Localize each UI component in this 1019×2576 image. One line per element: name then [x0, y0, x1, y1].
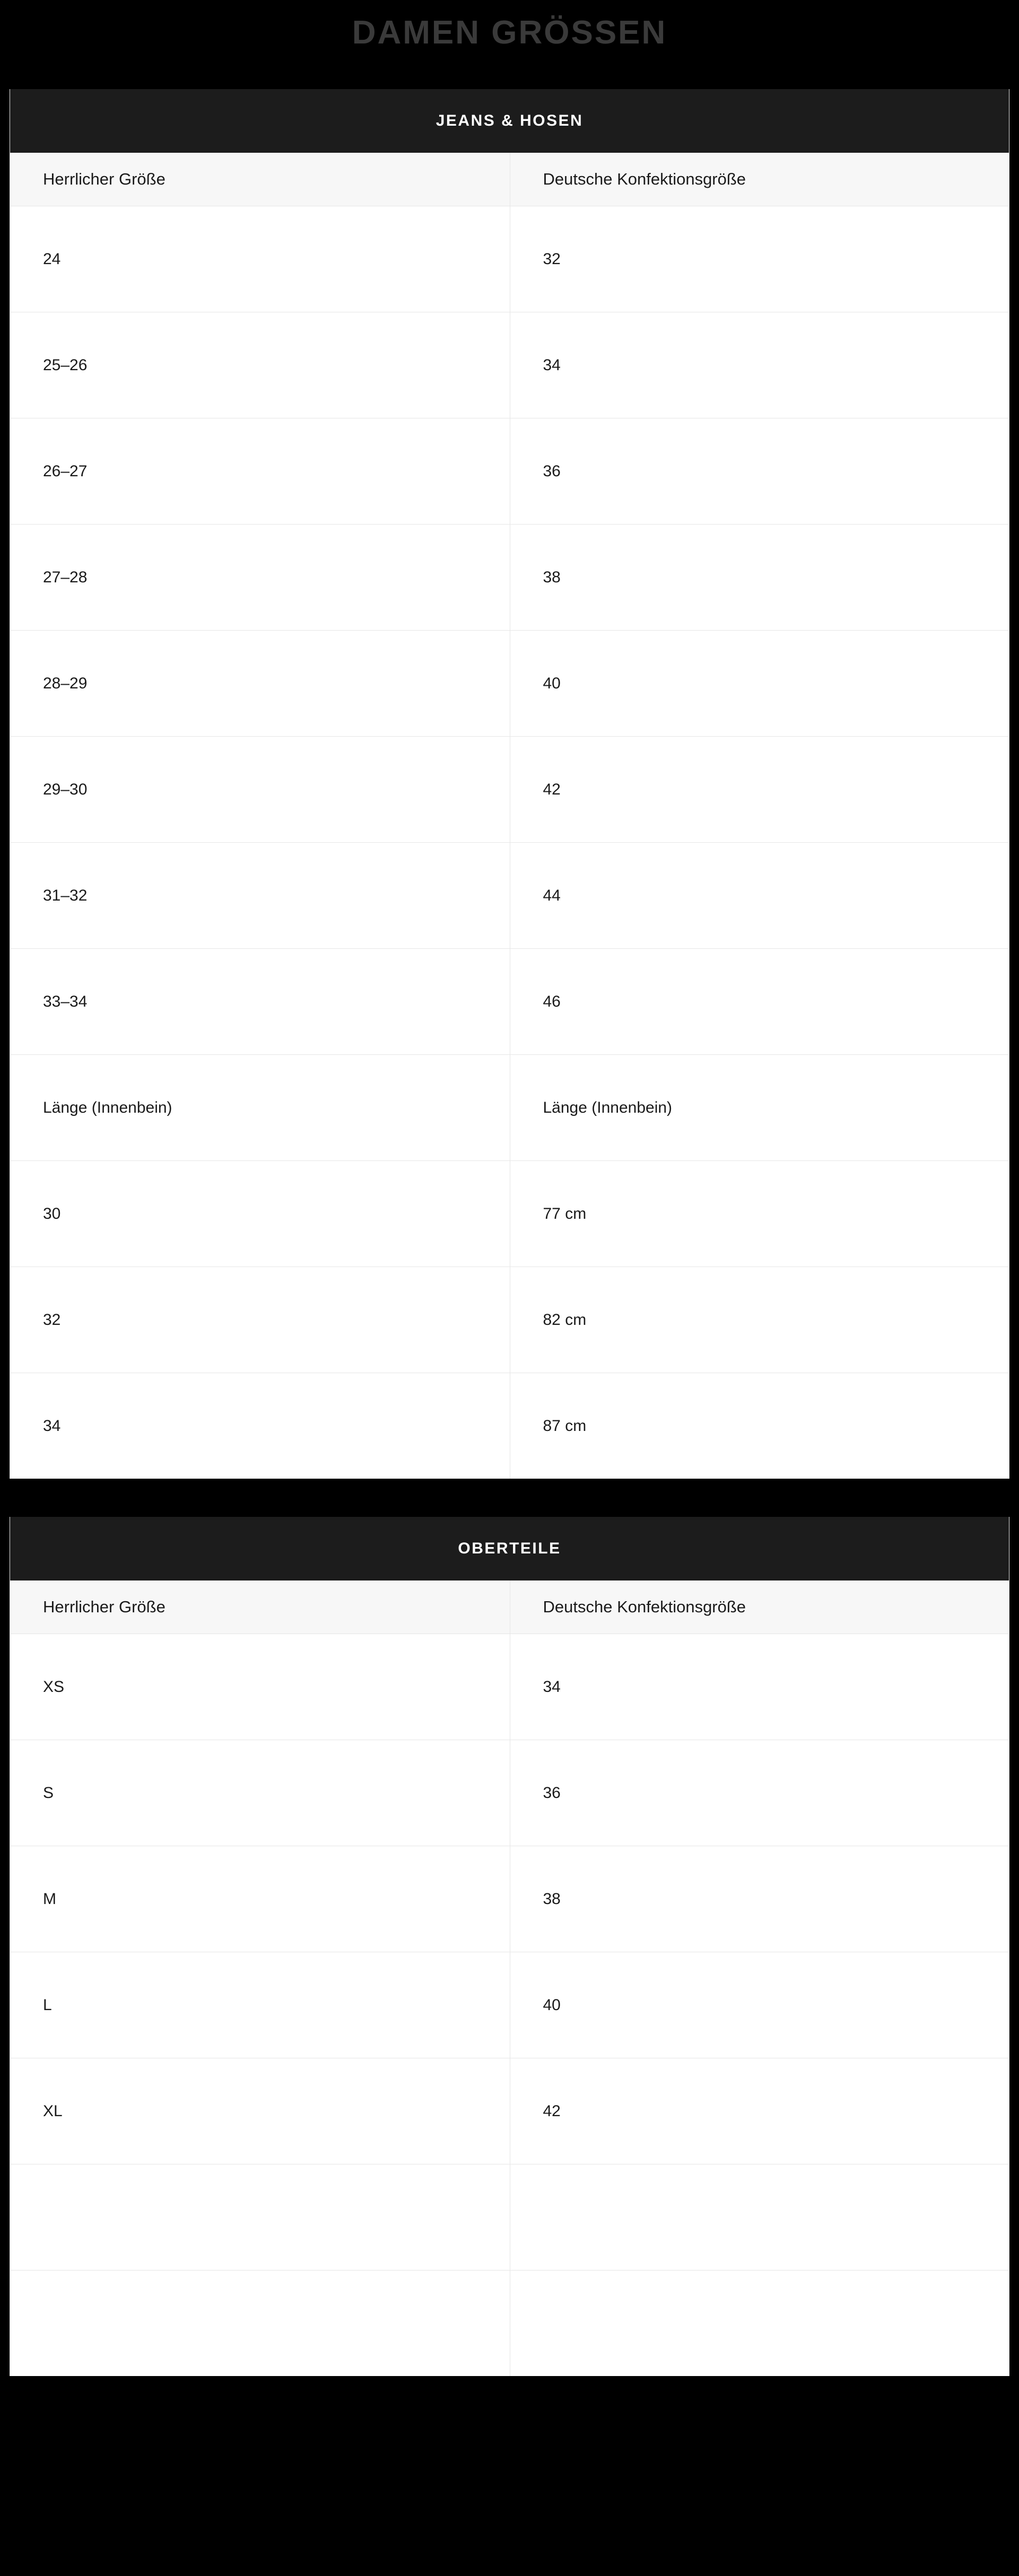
cell-size: 34: [43, 1417, 61, 1435]
cell-conversion: 32: [510, 206, 1009, 312]
cell-conversion: 42: [510, 2058, 1009, 2164]
cell-conversion: 38: [510, 1846, 1009, 1952]
cell-size: 30: [43, 1204, 61, 1222]
cell-conversion: 82 cm: [510, 1267, 1009, 1373]
section-divider: [0, 1479, 1019, 1517]
cell-conversion: 77 cm: [510, 1161, 1009, 1267]
table-row: [10, 843, 1009, 949]
table-row: [10, 1161, 1009, 1267]
cell-size: [10, 2271, 510, 2376]
cell-conversion: 36: [510, 418, 1009, 524]
cell-size: 31–32: [43, 886, 88, 904]
table-header-row: [10, 153, 1009, 206]
table-title: JEANS & HOSEN: [10, 89, 1009, 153]
cell-conversion: 44: [510, 843, 1009, 948]
cell-conversion: 40: [510, 1952, 1009, 2058]
table-row: [10, 1846, 1009, 1952]
table-row: [10, 2164, 1009, 2271]
cell-conversion: 40: [510, 631, 1009, 736]
cell-size: L: [43, 1996, 52, 2014]
table-row: [10, 1373, 1009, 1479]
table-row: [10, 1634, 1009, 1740]
table-row: [10, 2271, 1009, 2376]
cell-size: 28–29: [43, 674, 88, 692]
column-header-deutsche-konfektionsgroesse: Deutsche Konfektionsgröße: [510, 1580, 1009, 1634]
column-header-deutsche-konfektionsgroesse: Deutsche Konfektionsgröße: [510, 153, 1009, 206]
cell-conversion: 87 cm: [510, 1373, 1009, 1479]
cell-size: [10, 2164, 510, 2270]
cell-size: 25–26: [43, 356, 88, 374]
cell-conversion: [510, 2164, 1009, 2270]
table-row: [10, 737, 1009, 843]
table-title: OBERTEILE: [10, 1517, 1009, 1580]
cell-laenge-label: Länge (Innenbein): [43, 1098, 172, 1116]
table-row: [10, 1740, 1009, 1846]
table-row: [10, 2058, 1009, 2164]
cell-size: M: [43, 1890, 56, 1908]
table-row: [10, 1952, 1009, 2058]
table-row: [10, 631, 1009, 737]
page-title: DAMEN GRÖSSEN: [0, 0, 1019, 89]
table-row: [10, 949, 1009, 1055]
cell-size: S: [43, 1784, 54, 1802]
cell-conversion: [510, 2271, 1009, 2376]
cell-conversion: 38: [510, 525, 1009, 630]
cell-conversion: 36: [510, 1740, 1009, 1846]
size-table-oberteile: [10, 1517, 1009, 2376]
table-row: [10, 312, 1009, 418]
cell-laenge-label: Länge (Innenbein): [510, 1055, 1009, 1160]
cell-size: 26–27: [43, 462, 88, 480]
size-table-jeans-hosen: [10, 89, 1009, 1479]
column-header-herrlicher-groesse: Herrlicher Größe: [43, 1597, 166, 1616]
table-row: [10, 206, 1009, 312]
cell-size: XS: [43, 1678, 65, 1696]
column-header-herrlicher-groesse: Herrlicher Größe: [43, 170, 166, 188]
cell-conversion: 42: [510, 737, 1009, 842]
cell-size: 32: [43, 1311, 61, 1329]
table-header-row: [10, 1580, 1009, 1634]
table-subheader-row-laenge: [10, 1055, 1009, 1161]
cell-size: 33–34: [43, 992, 88, 1010]
cell-size: 27–28: [43, 568, 88, 586]
cell-conversion: 34: [510, 1634, 1009, 1740]
table-row: [10, 418, 1009, 525]
table-row: [10, 525, 1009, 631]
cell-conversion: 34: [510, 312, 1009, 418]
cell-size: 24: [43, 250, 61, 268]
cell-size: XL: [43, 2102, 63, 2120]
cell-size: 29–30: [43, 780, 88, 798]
table-row: [10, 1267, 1009, 1373]
cell-conversion: 46: [510, 949, 1009, 1054]
